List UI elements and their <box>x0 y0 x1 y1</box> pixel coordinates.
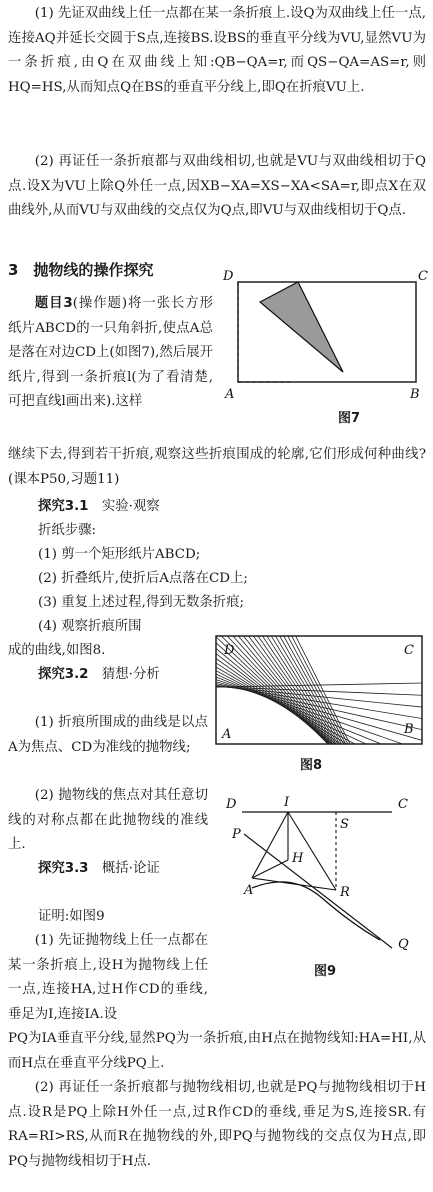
fig9-label-i: I <box>284 795 290 810</box>
fig9-label-h: H <box>292 851 304 866</box>
explore-3-2-title: 猜想·分析 <box>101 667 160 682</box>
fold-step-3: (3) 重复上述过程,得到无数条折痕; <box>38 595 245 610</box>
figure-9-diagram <box>222 790 428 970</box>
fold-step-2: (2) 折叠纸片,使折后A点落在CD上; <box>38 571 248 586</box>
fig8-label-a: A <box>222 727 232 742</box>
fig8-label-c: C <box>404 643 414 658</box>
fold-lines <box>210 630 428 750</box>
fig9-label-q: Q <box>398 937 409 952</box>
explore-3-3-title: 概括·论证 <box>101 861 160 876</box>
figure-8-diagram <box>210 630 428 750</box>
explore-3-1-label: 探究3.1 <box>38 499 89 514</box>
paragraph-hyperbola-proof-1: (1) 先证双曲线上任一点都在某一条折痕上.设Q为双曲线上任一点,连接AQ并延长交圆于S点,连接BS.设BS的垂直平分线为VU,显然VU为一条折痕,由Q在双曲线上知:QB−QA=r,而QS−QA=AS=r,则HQ=HS,从而知点Q在BS的垂直平分线上,即Q在折痕VU上. <box>8 6 426 95</box>
proof-intro: 证明:如图9 <box>38 909 105 924</box>
paragraph-hyperbola-proof-2: (2) 再证任一条折痕都与双曲线相切,也就是VU与双曲线相切于Q点.设X为VU上除Q外任一点,因XB−XA=XS−XA<SA=r,即点X在双曲线外,从而VU与双曲线的交点仅为Q点,即VU与双曲线相切于Q点. <box>8 154 426 219</box>
problem-statement-b: 继续下去,得到若干折痕,观察这些折痕围成的轮廓,它们形成何种曲线?(课本P50,习题11) <box>8 447 426 487</box>
explore-3-1-title: 实验·观察 <box>101 499 160 514</box>
figure-9 <box>222 790 428 990</box>
problem-statement-a <box>8 292 213 415</box>
parabola-curve <box>252 882 380 940</box>
fig7-label-d: D <box>223 269 234 284</box>
figure-8-caption: 图8 <box>300 758 323 773</box>
fig7-label-a: A <box>225 387 235 402</box>
problem-text-a: (操作题)将一张长方形纸片ABCD的一只角斜折,使点A总是落在对边CD上(如图7),然后展开纸片,得到一条折痕l(为了看清楚,可把直线l画出来).这样 <box>8 296 213 410</box>
figure-8 <box>210 630 428 778</box>
fig9-label-c: C <box>398 797 408 812</box>
fold-line <box>210 671 428 704</box>
proof-2: (2) 再证任一条折痕都与抛物线相切,也就是PQ与抛物线相切于H点.设R是PQ上除H外任一点,过R作CD的垂线,垂足为S,连接SR.有RA=RI>RS,从而R在抛物线的外,即PQ与抛物线的交点仅为H点,即PQ与抛物线相切于H点. <box>8 1080 426 1169</box>
explore-3-3-label: 探究3.3 <box>38 861 89 876</box>
fig9-label-r: R <box>340 885 350 900</box>
fold-triangle <box>260 282 343 372</box>
fig8-label-d: D <box>224 643 235 658</box>
explore-3-2-heading <box>38 663 208 688</box>
section-heading: 3 抛物线的操作探究 <box>8 261 154 279</box>
fig7-label-b: B <box>410 387 420 402</box>
proof-1a: (1) 先证抛物线上任一点都在某一条折痕上,设H为抛物线上任一点,连接HA,过H作CD的垂线,垂足为I,连接IA.设 <box>8 933 208 1022</box>
guess-1: (1) 折痕所围成的曲线是以点A为焦点、CD为准线的抛物线; <box>8 715 208 755</box>
fold-step-4b: 成的曲线,如图8. <box>8 643 106 658</box>
figure-7-caption: 图7 <box>338 411 361 426</box>
fig9-label-s: S <box>340 817 349 832</box>
fold-step-1: (1) 剪一个矩形纸片ABCD; <box>38 547 201 562</box>
figure-7-diagram <box>218 262 428 432</box>
fig9-label-p: P <box>232 827 241 842</box>
line-pq <box>244 834 392 948</box>
fig9-label-d: D <box>226 797 237 812</box>
fold-steps-title: 折纸步骤: <box>38 523 97 538</box>
fold-line <box>210 679 428 695</box>
fold-line <box>210 630 428 750</box>
explore-3-1-heading <box>38 495 426 520</box>
figure-9-caption: 图9 <box>314 964 337 979</box>
fold-step-4a: (4) 观察折痕所围 <box>38 619 142 634</box>
fig8-label-b: B <box>404 722 414 737</box>
fig9-label-a: A <box>244 883 254 898</box>
problem-label: 题目3 <box>34 296 73 311</box>
explore-3-3-heading <box>38 857 208 882</box>
explore-3-2-label: 探究3.2 <box>38 667 89 682</box>
proof-1b: PQ为IA垂直平分线,显然PQ为一条折痕,由H点在抛物线知:HA=HI,从而H点在垂直平分线PQ上. <box>8 1031 426 1071</box>
fig7-label-c: C <box>418 269 428 284</box>
guess-2: (2) 抛物线的焦点对其任意切线的对称点都在此抛物线的准线上. <box>8 788 208 853</box>
figure-7 <box>218 262 428 432</box>
